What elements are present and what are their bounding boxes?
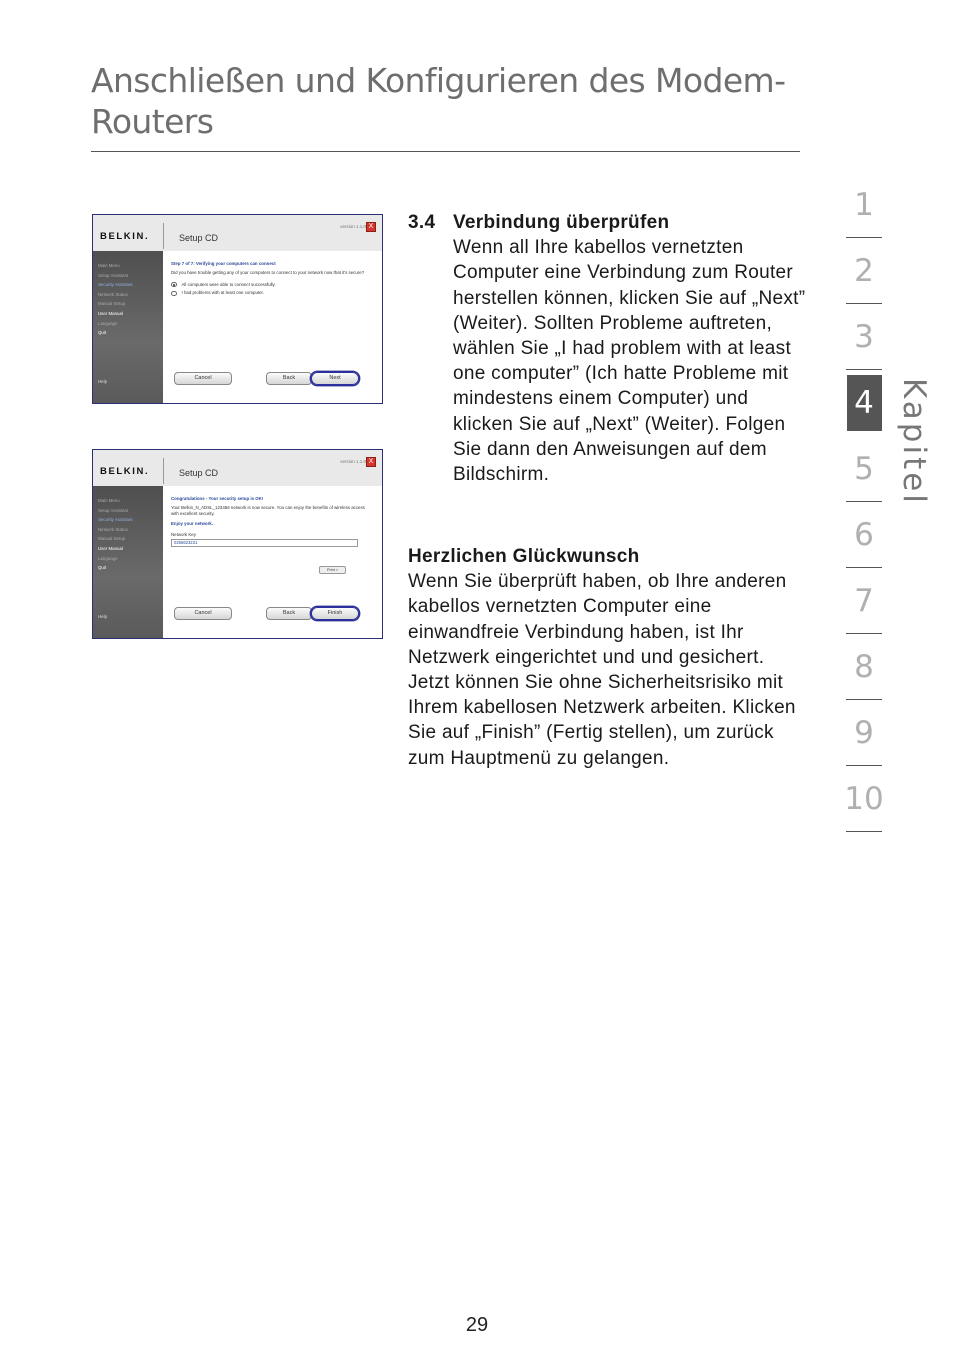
- option-problem-label: I had problems with at least one computer.: [181, 290, 264, 296]
- sidebar-item-quit[interactable]: Quit: [98, 330, 107, 336]
- back-button[interactable]: Back: [266, 372, 312, 385]
- sidebar-item-setup-assistant[interactable]: Setup Assistant: [98, 272, 129, 278]
- section-verify-connection: [408, 210, 808, 487]
- chapter-nav: [846, 172, 882, 832]
- sidebar-item-language[interactable]: Language: [98, 555, 118, 561]
- sidebar-item-security-assistant[interactable]: Security Assistant: [98, 282, 133, 288]
- sidebar-item-manual-setup[interactable]: Manual Setup: [98, 536, 126, 542]
- chapter-2[interactable]: 2: [846, 238, 882, 304]
- chapter-9[interactable]: 9: [846, 700, 882, 766]
- chapter-10[interactable]: 10: [846, 766, 882, 832]
- radio-icon[interactable]: [171, 291, 177, 297]
- close-icon[interactable]: X: [366, 457, 376, 467]
- step-heading: Step 7 of 7: Verifying your computers can connect: [171, 261, 276, 266]
- finish-button[interactable]: Finish: [311, 607, 359, 620]
- sidebar-item-user-manual[interactable]: User Manual: [98, 310, 123, 316]
- version-label: version 1.1.0: [340, 459, 366, 464]
- chapter-1[interactable]: 1: [846, 172, 882, 238]
- congratulations-body: Wenn Sie überprüft haben, ob Ihre anderen kabellos vernetzten Computer eine einwandfreie Verbindung haben, ist Ihr Netzwerk eingerichtet und und gesichert. Jetzt können Sie ohne Sicherheitsrisiko mit Ihrem kabellosen Netzwerk arbeiten. Klicken Sie auf „Finish” (Fertig stellen), um zurück zum Hauptmenü zu gelangen.: [408, 571, 796, 769]
- cancel-button[interactable]: Cancel: [174, 607, 232, 620]
- app-title: Setup CD: [179, 233, 219, 243]
- sidebar-item-language[interactable]: Language: [98, 320, 118, 326]
- option-success-label: All computers were able to connect successfully.: [181, 281, 276, 287]
- screenshot-verify-step: [92, 214, 383, 404]
- header-divider: [163, 458, 164, 484]
- screenshot-congratulations: [92, 449, 383, 639]
- page-title-line2: Routers: [91, 102, 214, 141]
- sidebar-item-manual-setup[interactable]: Manual Setup: [98, 301, 126, 307]
- sidebar-item-user-manual[interactable]: User Manual: [98, 545, 123, 551]
- sidebar-item-main-menu[interactable]: Main Menu: [98, 263, 120, 268]
- sidebar: [93, 486, 163, 638]
- header-divider: [163, 223, 164, 249]
- chapter-3[interactable]: 3: [846, 304, 882, 370]
- congratulations-block: [408, 544, 808, 771]
- congrats-heading: Congratulations - Your security setup is OK!: [171, 496, 264, 501]
- network-key-field[interactable]: 0256623231: [171, 539, 358, 547]
- cancel-button[interactable]: Cancel: [174, 372, 232, 385]
- app-header: [93, 450, 382, 486]
- radio-selected-icon[interactable]: [171, 282, 177, 288]
- next-button[interactable]: Next: [311, 372, 359, 385]
- close-icon[interactable]: X: [366, 222, 376, 232]
- app-header: [93, 215, 382, 251]
- title-divider: [91, 151, 800, 152]
- section-number: 3.4: [408, 212, 436, 233]
- app-title: Setup CD: [179, 468, 219, 478]
- wizard-content: [171, 496, 372, 572]
- section-body: Wenn all Ihre kabellos vernetzten Computer eine Verbindung zum Router herstellen können, klicken Sie auf „Next” (Weiter). Sollten Probleme auftreten, wählen Sie „I had problem with at least one computer” (Ich hatte Probleme mit mindestens einem Computer) und klicken Sie auf „Next” (Weiter). Folgen Sie dann den Anweisungen auf dem Bildschirm.: [453, 237, 806, 486]
- option-problem[interactable]: [171, 290, 372, 296]
- sidebar-item-setup-assistant[interactable]: Setup Assistant: [98, 507, 129, 513]
- sidebar-item-security-assistant[interactable]: Security Assistant: [98, 517, 133, 523]
- chapter-4-active[interactable]: 4: [846, 370, 882, 436]
- step-question: Did you have trouble getting any of your computers to connect to your network now that it's secure?: [171, 269, 365, 275]
- network-key-label: Network Key: [171, 532, 196, 538]
- chapter-6[interactable]: 6: [846, 502, 882, 568]
- sidebar-item-quit[interactable]: Quit: [98, 565, 107, 571]
- option-success[interactable]: [171, 282, 372, 288]
- page-number: 29: [465, 1314, 489, 1336]
- print-button[interactable]: Print >: [319, 566, 346, 574]
- congratulations-heading: Herzlichen Glückwunsch: [408, 546, 640, 567]
- page-title-line1: Anschließen und Konfigurieren des Modem-: [91, 61, 786, 100]
- section-heading: Verbindung überprüfen: [453, 212, 670, 233]
- chapter-5[interactable]: 5: [846, 436, 882, 502]
- sidebar-item-network-status[interactable]: Network Status: [98, 526, 128, 532]
- page-title: [91, 60, 811, 142]
- version-label: version 1.1.0: [340, 224, 366, 229]
- wizard-content: [171, 261, 372, 296]
- belkin-logo: BELKIN.: [100, 231, 150, 242]
- sidebar: [93, 251, 163, 403]
- sidebar-item-help[interactable]: Help: [98, 379, 108, 385]
- chapter-8[interactable]: 8: [846, 634, 882, 700]
- congrats-message: Your Belkin_N_ADSL_123456 network is now secure. You can enjoy the benefits of wireless access with excellent security.: [171, 504, 365, 516]
- kapitel-label: Kapitel: [896, 378, 932, 506]
- belkin-logo: BELKIN.: [100, 466, 150, 477]
- enjoy-text: Enjoy your network.: [171, 521, 213, 527]
- back-button[interactable]: Back: [266, 607, 312, 620]
- sidebar-item-help[interactable]: Help: [98, 614, 108, 620]
- sidebar-item-network-status[interactable]: Network Status: [98, 291, 128, 297]
- chapter-7[interactable]: 7: [846, 568, 882, 634]
- sidebar-item-main-menu[interactable]: Main Menu: [98, 498, 120, 503]
